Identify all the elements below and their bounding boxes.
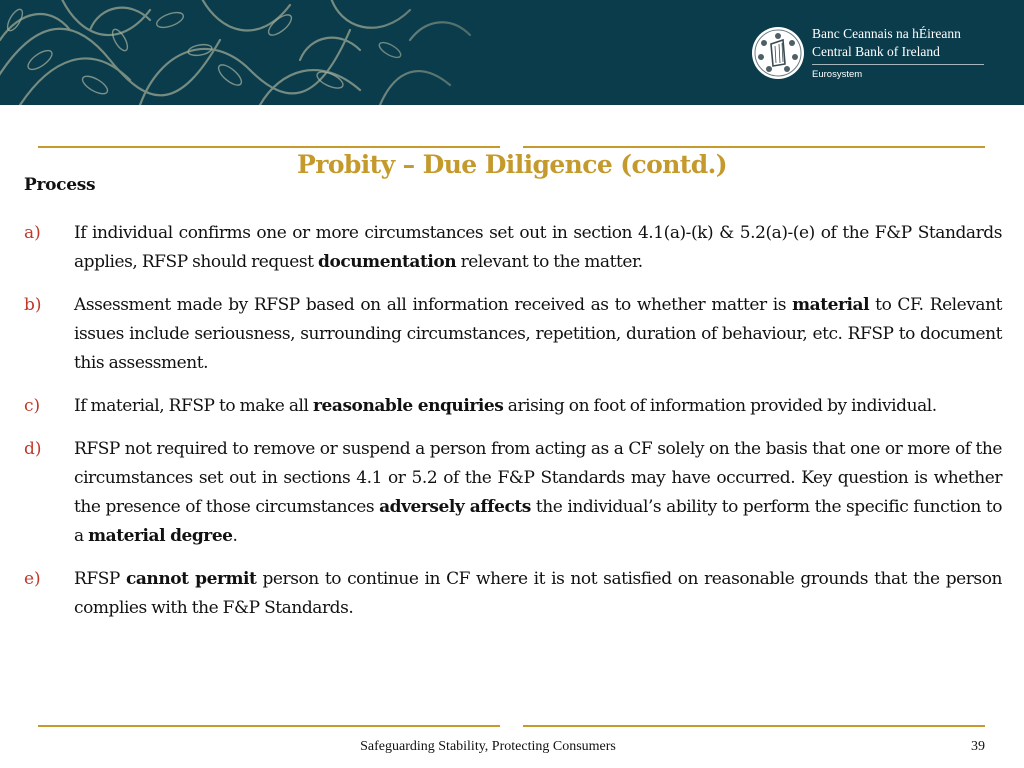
list-item <box>24 291 1002 378</box>
list-item <box>24 565 1002 623</box>
process-list <box>24 219 1002 637</box>
emphasis-material-degree: material degree <box>88 526 233 546</box>
section-heading: Process <box>24 175 96 195</box>
list-item-text: RFSP cannot permit person to continue in CF where it is not satisfied on reasonable grounds that the person complies with the F&P Standards. <box>74 569 1002 618</box>
emphasis-material: material <box>792 295 870 315</box>
list-item-text: If material, RFSP to make all reasonable enquiries arising on foot of information provided by individual. <box>74 396 937 416</box>
list-item <box>24 392 1002 421</box>
top-rule-right <box>523 146 985 148</box>
emphasis-cannot-permit: cannot permit <box>125 569 257 589</box>
central-bank-seal-icon <box>751 26 805 80</box>
list-marker: b) <box>24 295 42 315</box>
page-number: 39 <box>971 739 985 754</box>
top-rule-left <box>38 146 500 148</box>
list-item-text: Assessment made by RFSP based on all information received as to whether matter is material to CF. Relevant issues include seriousness, surrounding circumstances, repetition, duration of behaviour, etc. RFSP to document this assessment. <box>74 295 1002 373</box>
header-banner <box>0 0 1024 105</box>
list-marker: a) <box>24 223 41 243</box>
brand-name-irish: Banc Ceannais na hÉireann <box>812 26 961 41</box>
list-item-text: RFSP not required to remove or suspend a person from acting as a CF solely on the basis that one or more of the circumstances set out in sections 4.1 or 5.2 of the F&P Standards may have occurred. Key question is whether the presence of those circumstances adversely affects the individual’s ability to perform the specific function to a material degree. <box>74 439 1002 546</box>
list-marker: d) <box>24 439 42 459</box>
footer-tagline: Safeguarding Stability, Protecting Consumers <box>360 739 616 754</box>
list-marker: e) <box>24 569 41 589</box>
emphasis-adversely-affects: adversely affects <box>379 497 531 517</box>
brand-subtitle: Eurosystem <box>812 69 863 80</box>
bottom-rule-left <box>38 725 500 727</box>
bottom-rule-right <box>523 725 985 727</box>
list-marker: c) <box>24 396 41 416</box>
list-item <box>24 435 1002 551</box>
emphasis-reasonable-enquiries: reasonable enquiries <box>313 396 504 416</box>
emphasis-documentation: documentation <box>318 252 457 272</box>
list-item <box>24 219 1002 277</box>
brand-name-english: Central Bank of Ireland <box>812 44 940 59</box>
brand-divider <box>812 64 984 65</box>
slide-title: Probity – Due Diligence (contd.) <box>297 150 727 179</box>
list-item-text: If individual confirms one or more circumstances set out in section 4.1(a)-(k) & 5.2(a)-(e) of the F&P Standards applies, RFSP should request documentation relevant to the matter. <box>74 223 1002 272</box>
banner-fade <box>360 0 660 105</box>
